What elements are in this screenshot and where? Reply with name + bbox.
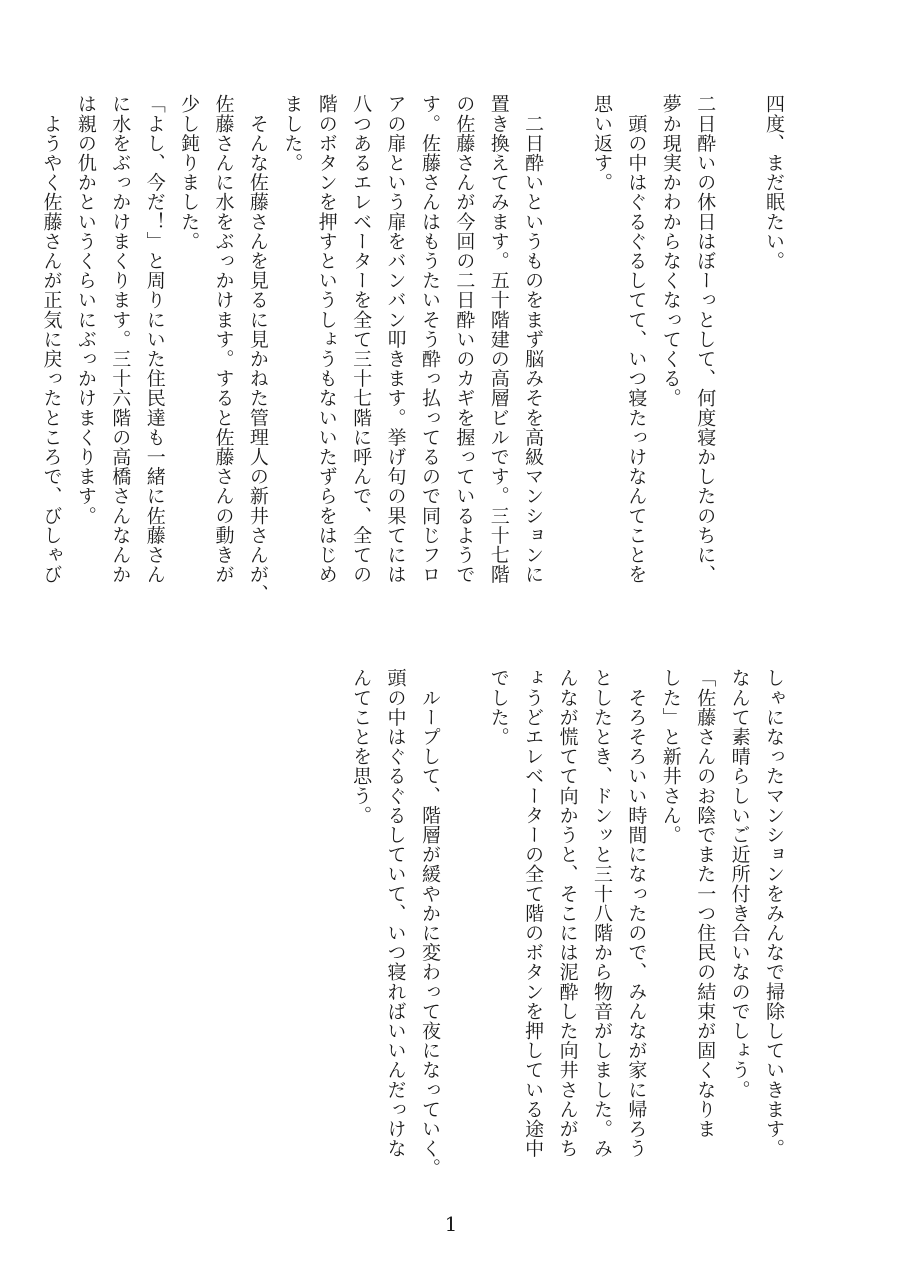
text-line: アの扉という扉をバンバン叩きます。挙げ句の果てには (384, 94, 407, 584)
text-line (722, 94, 756, 614)
text-line: そろそろいい時間になったので、みんなが家に帰ろう (625, 668, 648, 1158)
text-line: んてことを思う。 (350, 668, 373, 825)
text-line: としたとき、ドンッと三十八階から物音がしました。み (590, 668, 613, 1158)
text-line: 八つあるエレベーターを全て三十七階に呼んで、全ての (350, 94, 373, 584)
text-line: 頭の中はぐるぐるしてて、いつ寝たっけなんてことを (625, 94, 648, 584)
text-line: に水をぶっかけまくります。三十六階の高橋さんなんか (109, 94, 132, 584)
text-line: 二日酔いというものをまず脳みそを高級マンションに (522, 94, 545, 584)
text-line: なんて素晴らしいご近所付き合いなのでしょう。 (728, 668, 751, 1100)
text-line: ょうどエレベーターの全て階のボタンを押している途中 (522, 668, 545, 1158)
text-line: 置き換えてみます。五十階建の高層ビルです。三十七階 (487, 94, 510, 584)
lower-text-block (344, 668, 791, 1198)
page-number: 1 (444, 1212, 458, 1236)
text-line (550, 94, 584, 614)
text-line: 少し鈍りました。 (178, 94, 201, 251)
text-line: しゃになったマンションをみんなで掃除していきます。 (763, 668, 785, 1158)
text-line: 夢か現実かわからなくなってくる。 (659, 94, 682, 408)
text-line: 思い返す。 (590, 94, 613, 192)
text-line: んなが慌てて向かうと、そこには泥酔した向井さんがち (556, 668, 579, 1158)
text-line: そんな佐藤さんを見るに見かねた管理人の新井さんが、 (246, 94, 269, 604)
text-line: の佐藤さんが今回の二日酔いのカギを握っているようで (453, 94, 476, 584)
text-line: 四度、まだ眠たい。 (763, 94, 785, 271)
text-line: ました。 (281, 94, 304, 173)
text-line: 「佐藤さんのお陰でまた一つ住民の結束が固くなりま (694, 668, 717, 1139)
text-line: は親の仇かというくらいにぶっかけまくります。 (74, 94, 97, 526)
text-line: した」と新井さん。 (659, 668, 682, 845)
text-line: 二日酔いの休日はぼーっとして、何度寝かしたのちに、 (694, 94, 717, 584)
text-line: 階のボタンを押すというしょうもないいたずらをはじめ (315, 94, 338, 584)
text-line (447, 668, 481, 1198)
text-line: す。佐藤さんはもうたいそう酔っ払ってるので同じフロ (418, 94, 441, 584)
upper-text-block (34, 94, 791, 614)
text-line: ループして、階層が緩やかに変わって夜になっていく。 (418, 668, 441, 1178)
text-line: ようやく佐藤さんが正気に戻ったところで、びしゃび (40, 94, 63, 584)
text-line: 頭の中はぐるぐるしていて、いつ寝ればいいんだっけな (384, 668, 407, 1158)
text-line: 佐藤さんに水をぶっかけます。すると佐藤さんの動きが (212, 94, 235, 584)
text-line: 「よし、今だ！」と周りにいた住民達も一緒に佐藤さん (143, 94, 166, 584)
text-line: でした。 (487, 668, 510, 747)
